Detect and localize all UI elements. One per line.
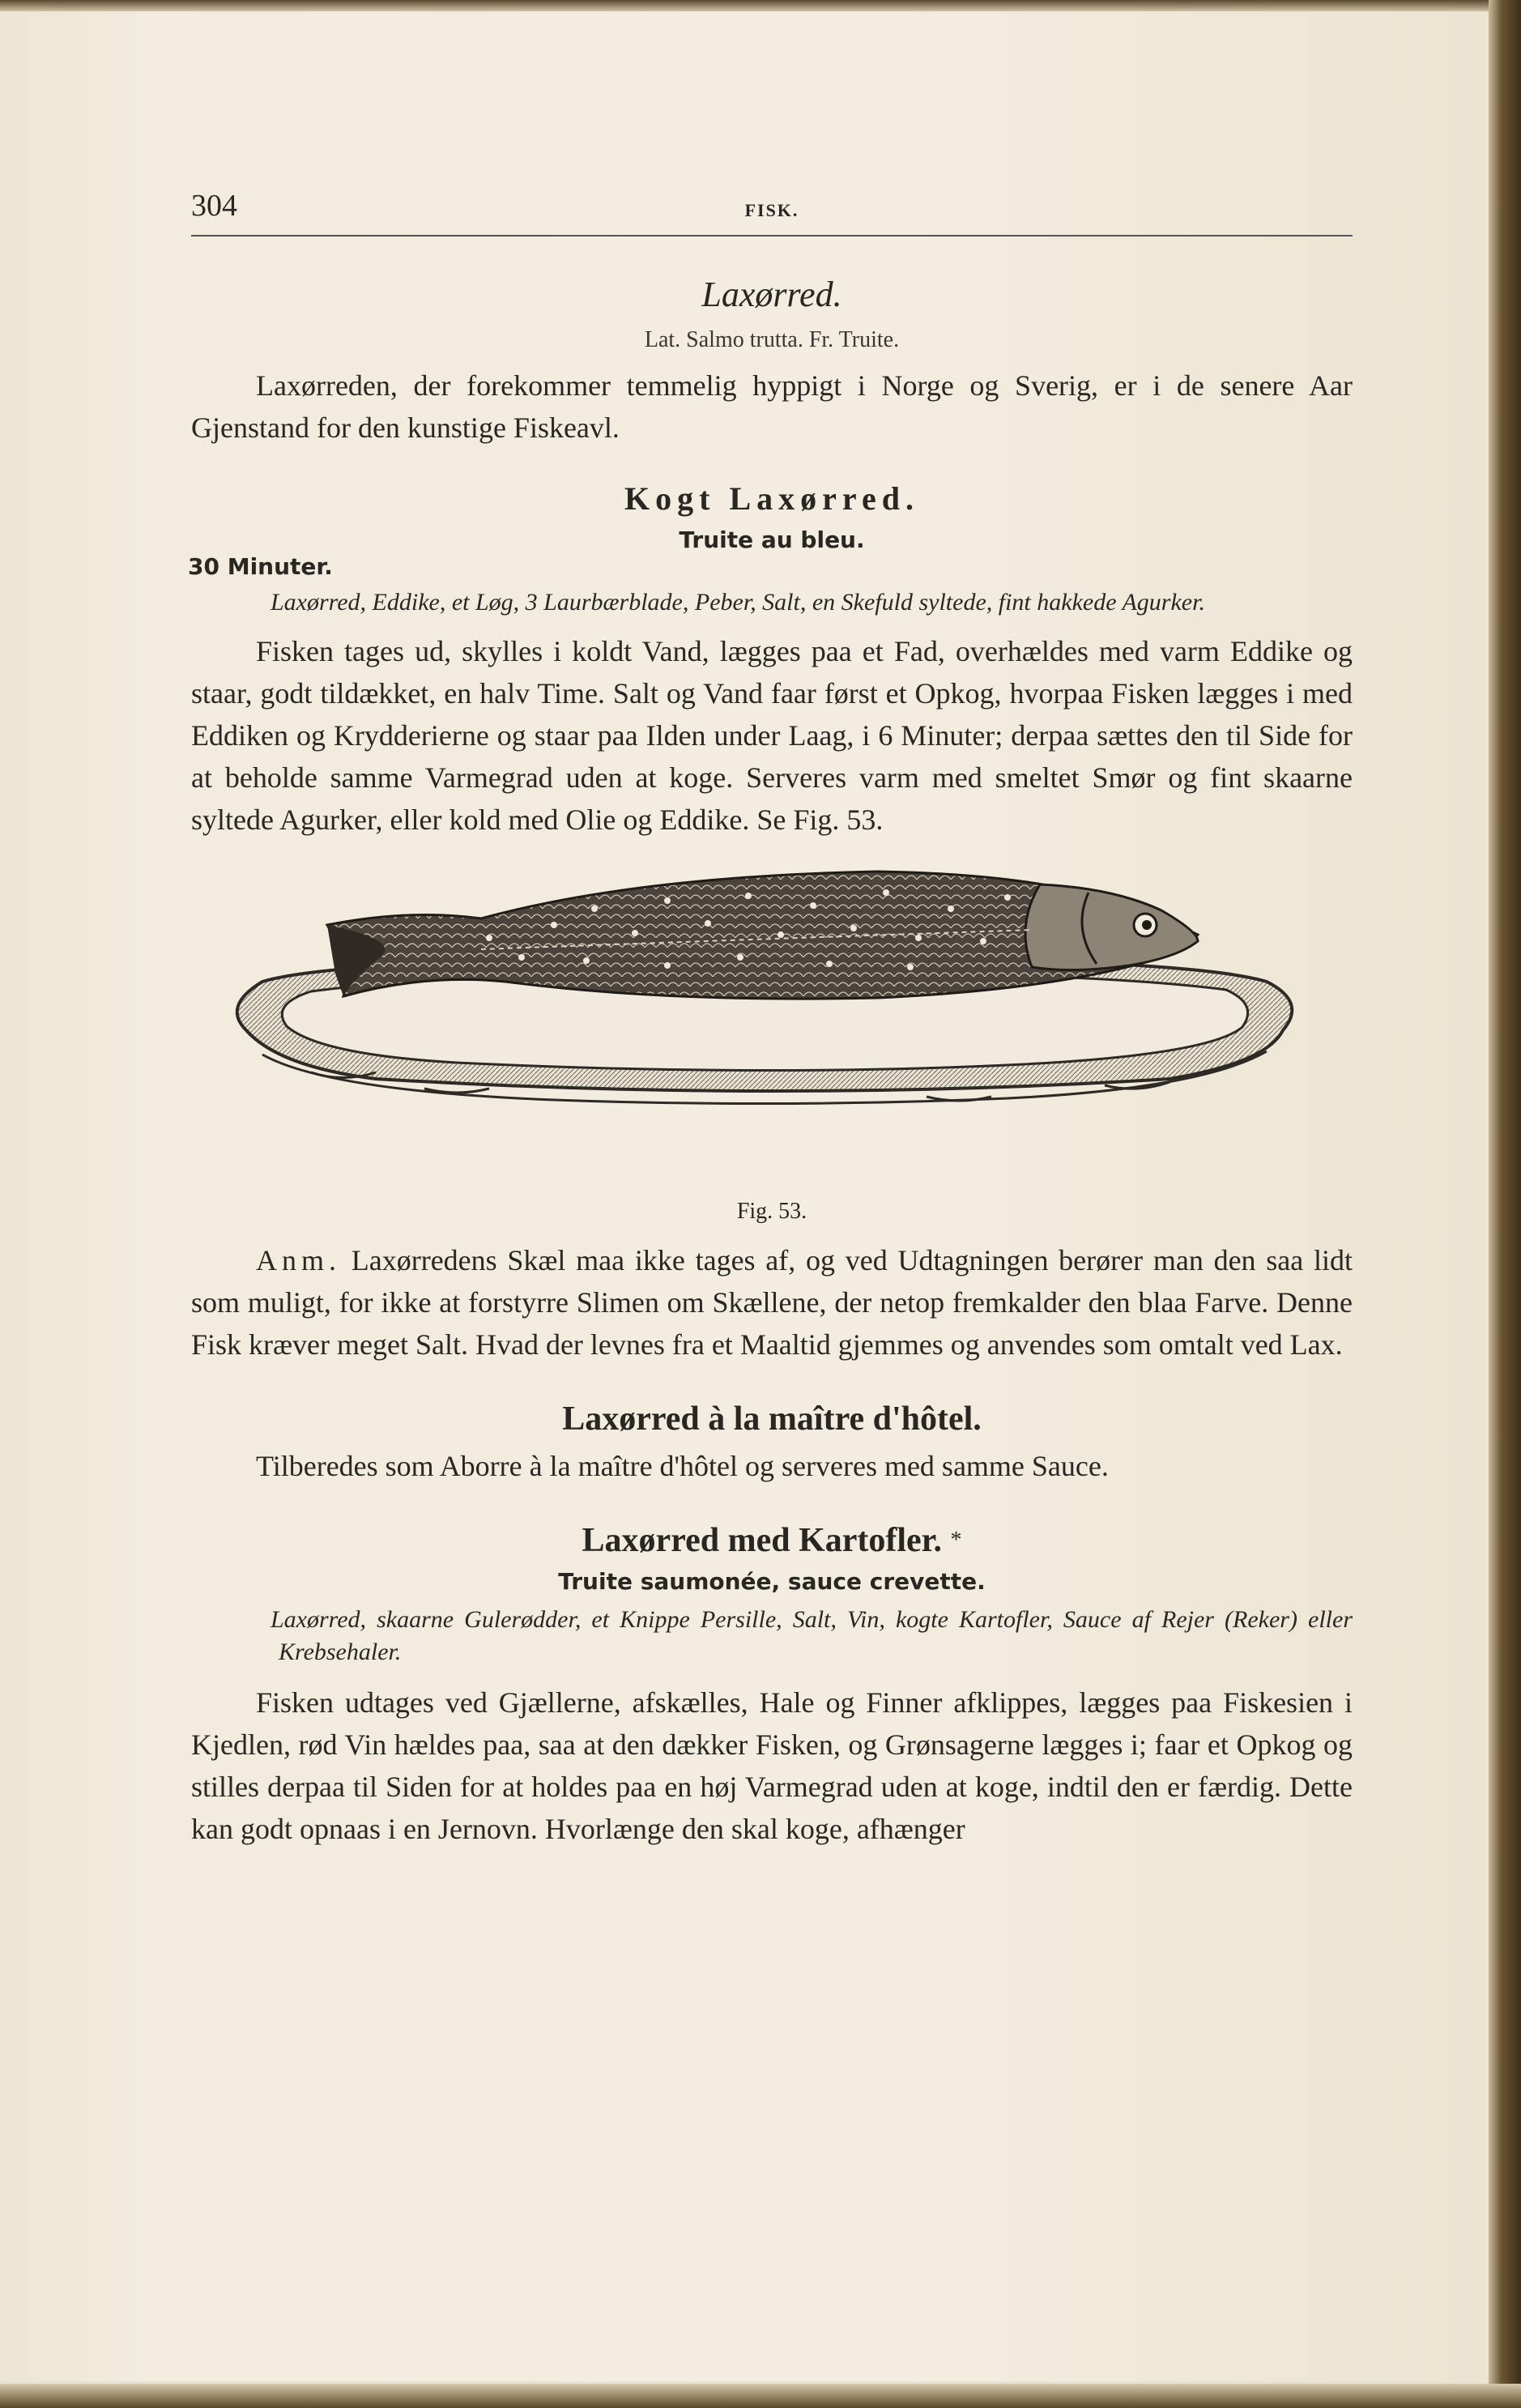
page-number: 304 xyxy=(191,189,237,223)
recipe-subtitle-kogt: Truite au bleu. xyxy=(679,526,865,553)
ingredients-kogt: Laxørred, Eddike, et Løg, 3 Laurbærblade, Peber, Salt, en Skefuld syltede, fint hakkede Agurker. xyxy=(271,589,1205,616)
method-maitre: Tilberedes som Aborre à la maître d'hôtel og serveres med samme Sauce. xyxy=(256,1450,1109,1482)
recipe-subtitle-kartofler: Truite saumonée, sauce crevette. xyxy=(558,1568,986,1595)
note-label: Anm. xyxy=(256,1244,341,1276)
fish-platter-illustration xyxy=(191,860,1353,1192)
recipe-note xyxy=(191,1239,1353,1366)
ingredients-kartofler: Laxørred, skaarne Gulerødder, et Knippe Persille, Salt, Vin, kogte Kartofler, Sauce af Rejer (Reker) eller Krebsehaler. xyxy=(271,1606,1353,1665)
running-title: FISK. xyxy=(744,200,799,220)
method-kogt: Fisken tages ud, skylles i koldt Vand, lægges paa et Fad, overhældes med varm Eddike og staar, godt tildækket, en halv Time. Salt og Vand faar først et Opkog, hvorpaa Fisken lægges i med Eddiken og Krydderierne og staar paa Ilden under Laag, i 6 Minuter; derpaa sættes den til Side for at beholde samme Varmegrad uden at koge. Serveres varm med smeltet Smør og fint skaarne syltede Agurker, eller kold med Olie og Eddike. Se Fig. 53. xyxy=(191,635,1353,836)
method-kartofler: Fisken udtages ved Gjællerne, afskælles, Hale og Finner afklippes, lægges paa Fiskesien i Kjedlen, rød Vin hældes paa, saa at den dækker Fisken, og Grønsagerne lægges i; faar et Opkog og stilles derpaa til Siden for at holdes paa en høj Varmegrad uden at koge, indtil den er færdig. Dette kan godt opnaas i en Jernovn. Hvorlænge den skal koge, afhænger xyxy=(191,1686,1353,1845)
latin-name: Lat. Salmo trutta. Fr. Truite. xyxy=(644,327,900,352)
note-text: Laxørredens Skæl maa ikke tages af, og ved Udtagningen berører man den saa lidt som muligt, for ikke at forstyrre Slimen om Skællene, der netop fremkalder den blaa Farve. Denne Fisk kræver meget Salt. Hvad der levnes fra et Maaltid gjemmes og anvendes som omtalt ved Lax. xyxy=(191,1244,1353,1361)
page-content xyxy=(188,185,1353,1850)
section-title: Laxørred. xyxy=(701,275,842,314)
recipe-title-maitre: Laxørred à la maître d'hôtel. xyxy=(562,1400,982,1438)
figure-caption: Fig. 53. xyxy=(736,1199,807,1224)
running-head xyxy=(191,185,1353,233)
recipe-title-kogt: Kogt Laxørred. xyxy=(624,480,919,517)
page-top-edge xyxy=(0,0,1521,11)
recipe-timing: 30 Minuter. xyxy=(188,553,333,580)
page-bottom-edge xyxy=(0,2384,1521,2408)
fish-on-platter-engraving xyxy=(214,860,1331,1192)
recipe-title-kartofler-text: Laxørred med Kartofler. xyxy=(582,1522,942,1559)
recipe-title-kartofler xyxy=(191,1519,1353,1562)
book-spine-edge xyxy=(1489,0,1521,2408)
footnote-marker: * xyxy=(950,1528,962,1553)
header-rule xyxy=(191,235,1353,237)
section-intro: Laxørreden, der forekommer temmelig hyppigt i Norge og Sverig, er i de senere Aar Gjenstand for den kunstige Fiskeavl. xyxy=(191,369,1353,444)
